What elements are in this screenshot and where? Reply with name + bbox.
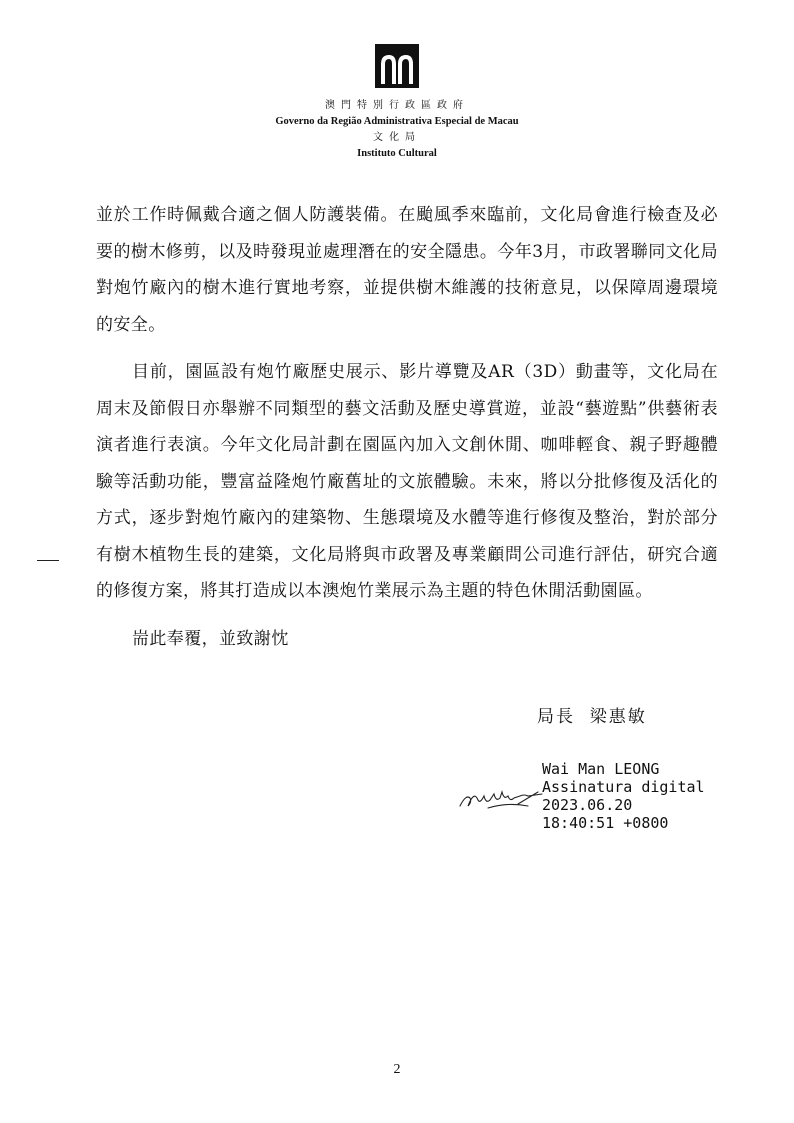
- signatory-title: 局長 梁惠敏: [537, 707, 647, 727]
- dept-name-portuguese: Instituto Cultural: [357, 148, 437, 159]
- signer-name: Wai Man LEONG: [542, 760, 660, 778]
- paragraph-2: 目前，園區設有炮竹廠歷史展示、影片導覽及AR（3D）動畫等，文化局在周末及節假日亦舉辦不同類型的藝文活動及歷史導賞遊，並設“藝遊點”供藝術表演者進行表演。今年文化局計劃在園區內加入文創休閒、咖啡輕食、親子野趣體驗等活動功能，豐富益隆炮竹廠舊址的文旅體驗。未來，將以分批修復及活化的方式，逐步對炮竹廠內的建築物、生態環境及水體等進行修復及整治，對於部分有樹木植物生長的建築，文化局將與市政署及專業顧問公司進行評估，研究合適的修復方案，將其打造成以本澳炮竹業展示為主題的特色休閒活動園區。: [96, 362, 718, 601]
- signature-label: Assinatura digital: [542, 778, 705, 796]
- signature-date: 2023.06.20: [542, 796, 633, 814]
- digital-signature-block: [542, 760, 705, 832]
- paragraph-1: 並於工作時佩戴合適之個人防護裝備。在颱風季來臨前，文化局會進行檢查及必要的樹木修剪，以及時發現並處理潛在的安全隱患。今年3月，市政署聯同文化局對炮竹廠內的樹木進行實地考察，並提供樹木維護的技術意見，以保障周邊環境的安全。: [96, 205, 718, 335]
- page-number: 2: [393, 1062, 401, 1077]
- fold-mark: [37, 560, 59, 561]
- macau-government-logo-icon: [375, 44, 419, 88]
- closing-line: 耑此奉覆，並致謝忱: [132, 628, 289, 649]
- org-name-chinese: 澳門特別行政區政府: [325, 100, 469, 111]
- handwritten-signature-icon: [458, 784, 544, 812]
- dept-name-chinese: 文化局: [373, 132, 421, 143]
- signature-time: 18:40:51 +0800: [542, 814, 669, 832]
- letter-body: [96, 197, 718, 657]
- letterhead: [0, 44, 794, 162]
- org-name-portuguese: Governo da Região Administrativa Especial de Macau: [275, 116, 519, 127]
